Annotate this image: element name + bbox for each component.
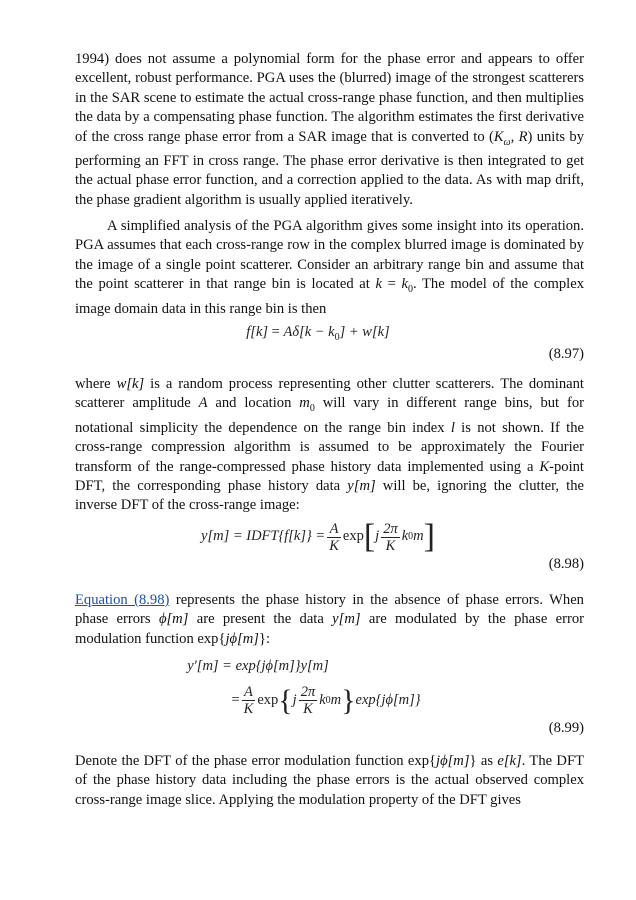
text-span: -point DFT, the corresponding phase history data [75, 458, 584, 494]
math-R: R [518, 128, 528, 145]
math-index: [m] [237, 630, 259, 647]
math-k: k [375, 276, 382, 293]
eq99-equals: = [231, 691, 240, 708]
text-span: will be, ignoring the clutter, the inverse DFT of the cross-range image: [75, 477, 584, 514]
text-span: , [510, 128, 519, 145]
eq97-equals: = [268, 324, 284, 340]
eq99-m: m [330, 691, 342, 708]
text-span: are present the data [188, 611, 333, 628]
text-span: is a random process representing other clutter scatterers. The dominant scatterer amplitude [75, 376, 584, 412]
eq98-fraction [327, 521, 341, 554]
eq98-j: j [375, 528, 380, 545]
equation-number-8-97: (8.97) [548, 346, 584, 362]
eq99-frac-num: A [242, 684, 256, 701]
eq98-left-bracket: [ [363, 518, 376, 555]
eq99-frac-den: K [243, 701, 254, 717]
eq98-lhs: y[m] = IDFT{f[k]} = [201, 528, 326, 545]
math-jphi: jϕ [436, 753, 448, 769]
eq97-rhs: Aδ[k − k [283, 324, 335, 340]
math-y: y [347, 477, 354, 494]
eq98-frac-den: K [329, 537, 339, 554]
math-jphi: jϕ [225, 630, 238, 647]
paragraph-simplified-analysis [75, 217, 584, 319]
eq99-k: k [319, 691, 326, 708]
text-span: }: [259, 630, 271, 647]
text-span: will vary in different range bins, but for notational simplicity the dependence on the range bin index [75, 395, 585, 436]
equation-8-99-line2 [8, 684, 636, 717]
eq97-lhs: f[k] [246, 324, 269, 340]
text-span: Denote the DFT of the phase error modulation function exp{ [75, 753, 437, 769]
math-K: K [539, 458, 550, 475]
text-span: . The DFT of the phase history data including the phase errors is the actual observed complex cross-range image slice. Applying the modulation property of the DFT gives [75, 753, 584, 808]
paragraph-pga-intro [75, 50, 584, 210]
math-K: K [493, 128, 504, 145]
text-span: } as [469, 753, 498, 769]
math-e: e [497, 753, 504, 769]
eq99-j: j [292, 691, 297, 708]
math-subscript: 0 [309, 403, 315, 415]
math-y: y [332, 611, 339, 628]
math-index: [m] [166, 611, 189, 628]
eq99-inner-num: 2π [300, 684, 316, 700]
math-phi: ϕ [158, 611, 167, 628]
eq99-inner-den: K [303, 701, 313, 717]
eq98-right-bracket: ] [423, 518, 435, 555]
text-span: represents the phase history in the absence of phase errors. When phase errors [75, 592, 584, 628]
text-span: . The model of the complex image domain data in this range bin is then [75, 276, 584, 317]
text-span: 1994) does not assume a polynomial form for the phase error and appears to offer excellent, robust performance. PGA uses the (blurred) image of the strongest scatterers in the SAR scene to estimate the actual cross-range phase function, and then multiplies the data by a compensating phase function. The algorithm estimates the first derivative of the cross range phase error from a SAR image that is converted to ( [75, 51, 584, 145]
eq98-sub: 0 [408, 531, 414, 543]
math-index: [k] [126, 376, 145, 392]
math-index: [m] [353, 477, 376, 494]
eq98-k: k [401, 528, 409, 545]
eq99-line1: y′[m] = exp{jϕ[m]}y[m] [187, 658, 329, 674]
text-span: A simplified analysis of the PGA algorithm gives some insight into its operation. PGA assumes that each cross-range row in the complex blurred image is dominated by the image of a single point scatterer. Consider an arbitrary range bin and assume that the point scatterer in that range bin is located at [75, 218, 584, 293]
text-span: ) units by performing an FFT in cross range. The phase error derivative is then integrated to get the actual phase error function, and a correction applied to the data. As with map drift, the phase gradient algorithm is usually applied iteratively. [75, 128, 585, 208]
math-l: l [450, 419, 455, 436]
eq99-exp: exp [257, 691, 279, 708]
eq99-right-brace: } [341, 683, 356, 717]
eq99-fraction [242, 684, 256, 717]
text-span: are modulated by the phase error modulation function exp{ [75, 611, 584, 647]
eq97-sub: 0 [334, 331, 340, 343]
equation-number-8-98: (8.98) [548, 556, 584, 572]
eq98-frac-num: A [327, 521, 341, 538]
math-A: A [198, 395, 208, 412]
text-span: is not shown. If the cross-range compression algorithm is assumed to be approximately the Fourier transform of the range-compressed phase history data implemented using a [75, 419, 584, 475]
paragraph-phase-history [75, 591, 584, 649]
text-span: where [75, 376, 117, 392]
eq98-m: m [413, 528, 424, 545]
equation-link[interactable]: Equation (8.98) [75, 592, 170, 608]
eq98-inner-fraction [381, 521, 400, 554]
equation-8-97 [0, 323, 636, 347]
text-span: and location [207, 395, 300, 412]
math-m: m [299, 395, 310, 412]
eq99-sub: 0 [325, 694, 331, 706]
eq98-inner-num: 2π [383, 520, 398, 537]
math-index: [k] [503, 753, 522, 769]
text-span: = [381, 276, 402, 293]
equation-8-98 [0, 520, 636, 554]
math-omega: ω [503, 136, 511, 148]
eq99-left-brace: { [278, 683, 293, 717]
eq99-inner-fraction [299, 684, 318, 717]
eq98-exp: exp [342, 528, 364, 545]
math-k0: k [401, 276, 408, 293]
math-subscript: 0 [407, 284, 413, 296]
equation-number-8-99: (8.99) [548, 720, 584, 736]
math-index: [m] [338, 611, 361, 628]
paragraph-where-clutter [75, 375, 584, 516]
math-w: w [116, 376, 127, 392]
eq99-tail: exp{jϕ[m]} [355, 691, 421, 708]
eq98-inner-den: K [385, 537, 396, 554]
math-index: [m] [447, 753, 470, 769]
equation-8-99-line1 [0, 657, 576, 676]
eq97-rhs2: ] + w[k] [339, 324, 390, 340]
paragraph-dft-modulation [75, 752, 584, 810]
